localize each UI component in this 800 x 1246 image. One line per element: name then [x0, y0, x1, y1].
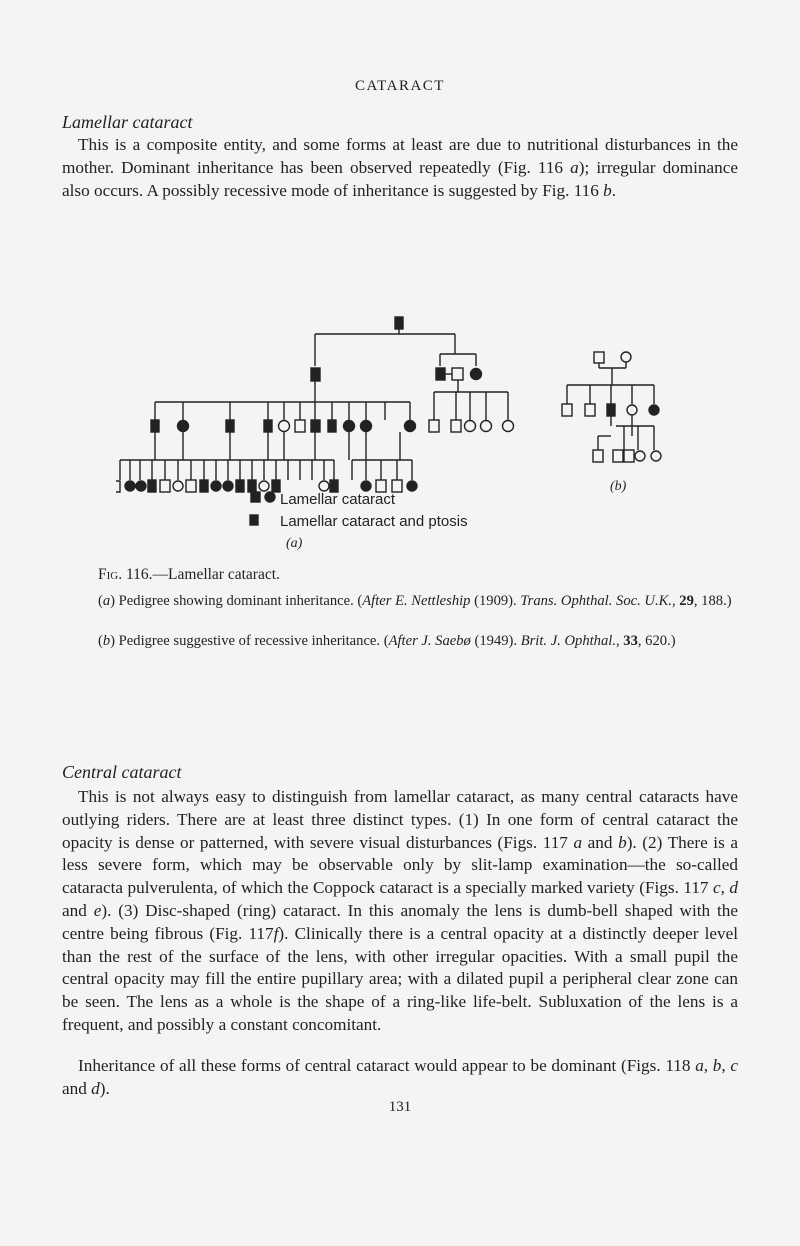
section-heading-lamellar: Lamellar cataract	[62, 112, 193, 132]
male-symbol	[452, 368, 463, 380]
legend-affected-label: Lamellar cataract	[280, 491, 396, 508]
affected-male-symbol	[436, 368, 445, 380]
body-paragraph: Inheritance of all these forms of central cataract would appear to be dominant (Figs. 118 a, b, c and d).	[62, 1056, 739, 1098]
pedigree-a	[116, 317, 514, 551]
legend-affected-female-symbol	[265, 492, 275, 502]
body-paragraph: This is not always easy to distinguish from lamellar cataract, as many central cataracts have outlying riders. There are at least three distinct types. (1) In one form of central cataract the opacity is dense or patterned, with severe visual disturbances (Figs. 117 a and b). (2) There is a less severe form, which may be observable only by slit-lamp examination—the so-called cataracta pulverulenta, of which the Coppock cataract is a specially marked variety (Figs. 117 c, d and e). (3) Disc-shaped (ring) cataract. In this anomaly the lens is dumb-bell shaped with the centre being fibrous (Fig. 117f). Clinically there is a central opacity at a distinctly deeper level than the rest of the surface of the lens, with other irregular opacities. With a small pupil the central opacity may fill the entire pupillary area; with a dilated pupil a peripheral clear zone can be seen. The lens as a whole is the shape of a ring-like life-belt. Subluxation of the lens is a frequent, and possibly a constant concomitant.	[62, 787, 738, 1034]
figure-caption-a: (a) Pedigree showing dominant inheritance. (After E. Nettleship (1909). Trans. Ophthal. Soc. U.K., 29, 188.)	[98, 593, 732, 609]
pedigree-b	[562, 352, 661, 494]
affected-female-symbol	[471, 369, 482, 380]
legend-ptosis-label: Lamellar cataract and ptosis	[280, 513, 468, 530]
legend-affected-male-symbol	[251, 492, 260, 502]
pedigree-figure	[0, 300, 800, 565]
figure-caption-title: Fig. 116.—Lamellar cataract.	[98, 566, 280, 583]
section-heading-central: Central cataract	[62, 762, 182, 782]
legend-ptosis-symbol	[250, 515, 258, 525]
running-head: CATARACT	[355, 78, 445, 94]
generation-3-left	[151, 402, 416, 432]
figure-116	[0, 300, 800, 565]
figure-label-b: (b)	[610, 479, 627, 494]
page-number: 131	[388, 1099, 412, 1115]
generation-4	[116, 460, 417, 492]
figure-label-a: (a)	[286, 536, 303, 551]
affected-male-symbol	[395, 317, 403, 329]
body-paragraph: This is a composite entity, and some forms at least are due to nutritional disturbances in the mother. Dominant inheritance has been observed repeatedly (Fig. 116 a); irregular dominance also occurs. A possibly recessive mode of inheritance is suggested by Fig. 116 b.	[62, 135, 738, 200]
affected-male-symbol	[311, 368, 320, 381]
figure-caption-b: (b) Pedigree suggestive of recessive inheritance. (After J. Saebø (1949). Brit. J. Ophthal., 33, 620.)	[98, 633, 676, 649]
